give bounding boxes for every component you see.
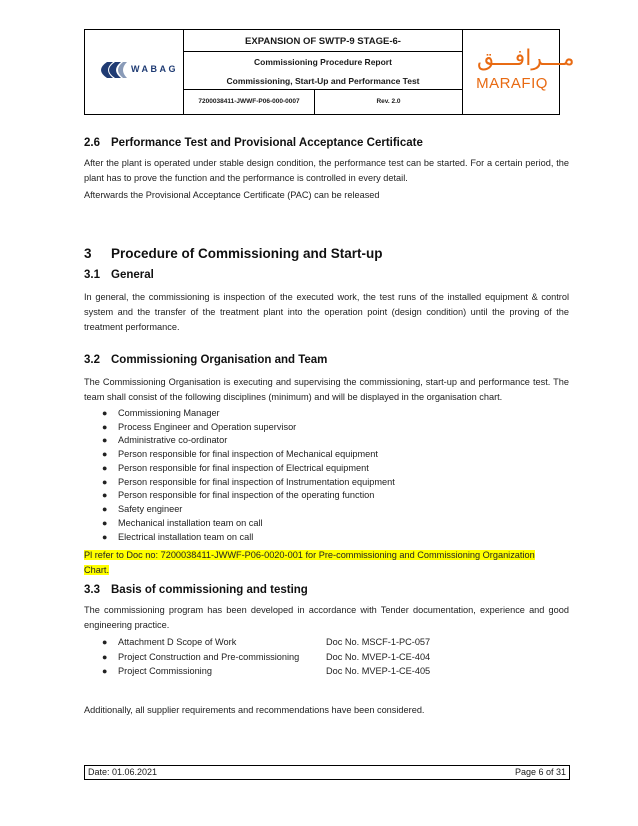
section-3-2-paragraph: The Commissioning Organisation is executing and supervising the commissioning, start-up and performance test. The team shall consist of the following disciplines (minimum) and will be displayed in the organisation chart. bbox=[84, 377, 569, 402]
section-3-heading bbox=[84, 246, 383, 261]
marafiq-logo-cell bbox=[462, 30, 575, 114]
page-number: Page 6 of 31 bbox=[514, 767, 566, 777]
section-title: Basis of commissioning and testing bbox=[111, 584, 308, 596]
section-number: 3.1 bbox=[84, 269, 100, 281]
section-2-6-heading bbox=[84, 137, 423, 149]
list-item: ● Safety engineer bbox=[102, 503, 182, 517]
bullet-icon: ● bbox=[102, 408, 108, 418]
bullet-icon: ● bbox=[102, 477, 108, 487]
bullet-icon: ● bbox=[102, 449, 108, 459]
page-footer bbox=[84, 765, 570, 780]
bullet-icon: ● bbox=[102, 463, 108, 473]
bullet-icon: ● bbox=[102, 652, 108, 662]
bullet-icon: ● bbox=[102, 504, 108, 514]
reference-doc-number: Doc No. MVEP-1-CE-405 bbox=[326, 666, 431, 676]
project-title: EXPANSION OF SWTP-9 STAGE-6- bbox=[184, 30, 462, 52]
reference-name: Project Construction and Pre-commissioning bbox=[118, 652, 300, 662]
wabag-logo-cell bbox=[85, 30, 184, 114]
section-3-3-paragraph: The commissioning program has been developed in accordance with Tender documentation, experience and good engineering practice. bbox=[84, 605, 569, 630]
document-number: 7200038411-JWWF-P06-000-0007 bbox=[184, 90, 315, 114]
section-number: 2.6 bbox=[84, 137, 100, 149]
section-3-3-closing-paragraph: Additionally, all supplier requirements and recommendations have been considered. bbox=[84, 705, 425, 715]
wabag-logo-text: WABAG bbox=[131, 64, 178, 74]
section-2-6-paragraph-1: After the plant is operated under stable design condition, the performance test can be started. For a certain period, the plant has to prove the function and the performance is controlled in every detail. bbox=[84, 158, 569, 183]
report-name: Commissioning Procedure Report bbox=[254, 57, 392, 67]
list-item: ● Person responsible for final inspection of Electrical equipment bbox=[102, 462, 369, 476]
highlighted-reference-line-2: Chart. bbox=[84, 565, 110, 575]
section-3-1-paragraph: In general, the commissioning is inspection of the executed work, the test runs of the installed equipment & control system and the transfer of the treatment plant into the operation point (design condition) until the proving of the treatment performance. bbox=[84, 292, 569, 332]
reference-doc-number: Doc No. MSCF-1-PC-057 bbox=[326, 637, 431, 647]
section-title: General bbox=[111, 269, 154, 281]
bullet-icon: ● bbox=[102, 490, 108, 500]
list-item: ● Administrative co-ordinator bbox=[102, 434, 227, 448]
section-2-6-paragraph-2: Afterwards the Provisional Acceptance Certificate (PAC) can be released bbox=[84, 190, 380, 200]
section-3-2-heading bbox=[84, 354, 327, 366]
section-number: 3.3 bbox=[84, 584, 100, 596]
highlighted-reference-line-1: Pl refer to Doc no: 7200038411-JWWF-P06-0020-001 for Pre-commissioning and Commissioning Organization bbox=[84, 550, 535, 560]
bullet-icon: ● bbox=[102, 518, 108, 528]
reference-name: Project Commissioning bbox=[118, 666, 212, 676]
reference-item bbox=[102, 651, 431, 665]
list-item: ● Person responsible for final inspection of the operating function bbox=[102, 489, 374, 503]
section-number: 3.2 bbox=[84, 354, 100, 366]
section-number: 3 bbox=[84, 246, 92, 261]
reference-item bbox=[102, 636, 431, 650]
bullet-icon: ● bbox=[102, 637, 108, 647]
marafiq-logo-text: MARAFIQ bbox=[476, 75, 548, 92]
list-item: ● Process Engineer and Operation supervisor bbox=[102, 421, 296, 435]
header-title-block bbox=[184, 30, 462, 114]
report-subtitle: Commissioning, Start-Up and Performance Test bbox=[184, 71, 462, 90]
list-item: ● Mechanical installation team on call bbox=[102, 517, 263, 531]
list-item: ● Person responsible for final inspection of Mechanical equipment bbox=[102, 448, 378, 462]
org-chart-reference-note bbox=[84, 548, 569, 578]
bullet-icon: ● bbox=[102, 422, 108, 432]
list-item: ● Electrical installation team on call bbox=[102, 531, 253, 545]
section-title: Commissioning Organisation and Team bbox=[111, 354, 328, 366]
section-3-3-heading bbox=[84, 584, 308, 596]
section-3-1-heading bbox=[84, 269, 154, 281]
revision: Rev. 2.0 bbox=[376, 98, 401, 105]
bullet-icon: ● bbox=[102, 435, 108, 445]
section-title: Performance Test and Provisional Acceptance Certificate bbox=[111, 137, 423, 149]
list-item: ● Commissioning Manager bbox=[102, 407, 220, 421]
footer-date: Date: 01.06.2021 bbox=[88, 767, 158, 777]
bullet-icon: ● bbox=[102, 666, 108, 676]
bullet-icon: ● bbox=[102, 532, 108, 542]
reference-doc-number: Doc No. MVEP-1-CE-404 bbox=[326, 652, 431, 662]
document-header bbox=[84, 29, 575, 115]
marafiq-logo-arabic: مـــرافـــق bbox=[477, 46, 575, 71]
reference-item bbox=[102, 665, 431, 679]
section-title: Procedure of Commissioning and Start-up bbox=[111, 246, 383, 261]
reference-name: Attachment D Scope of Work bbox=[118, 637, 237, 647]
list-item: ● Person responsible for final inspection of Instrumentation equipment bbox=[102, 476, 395, 490]
